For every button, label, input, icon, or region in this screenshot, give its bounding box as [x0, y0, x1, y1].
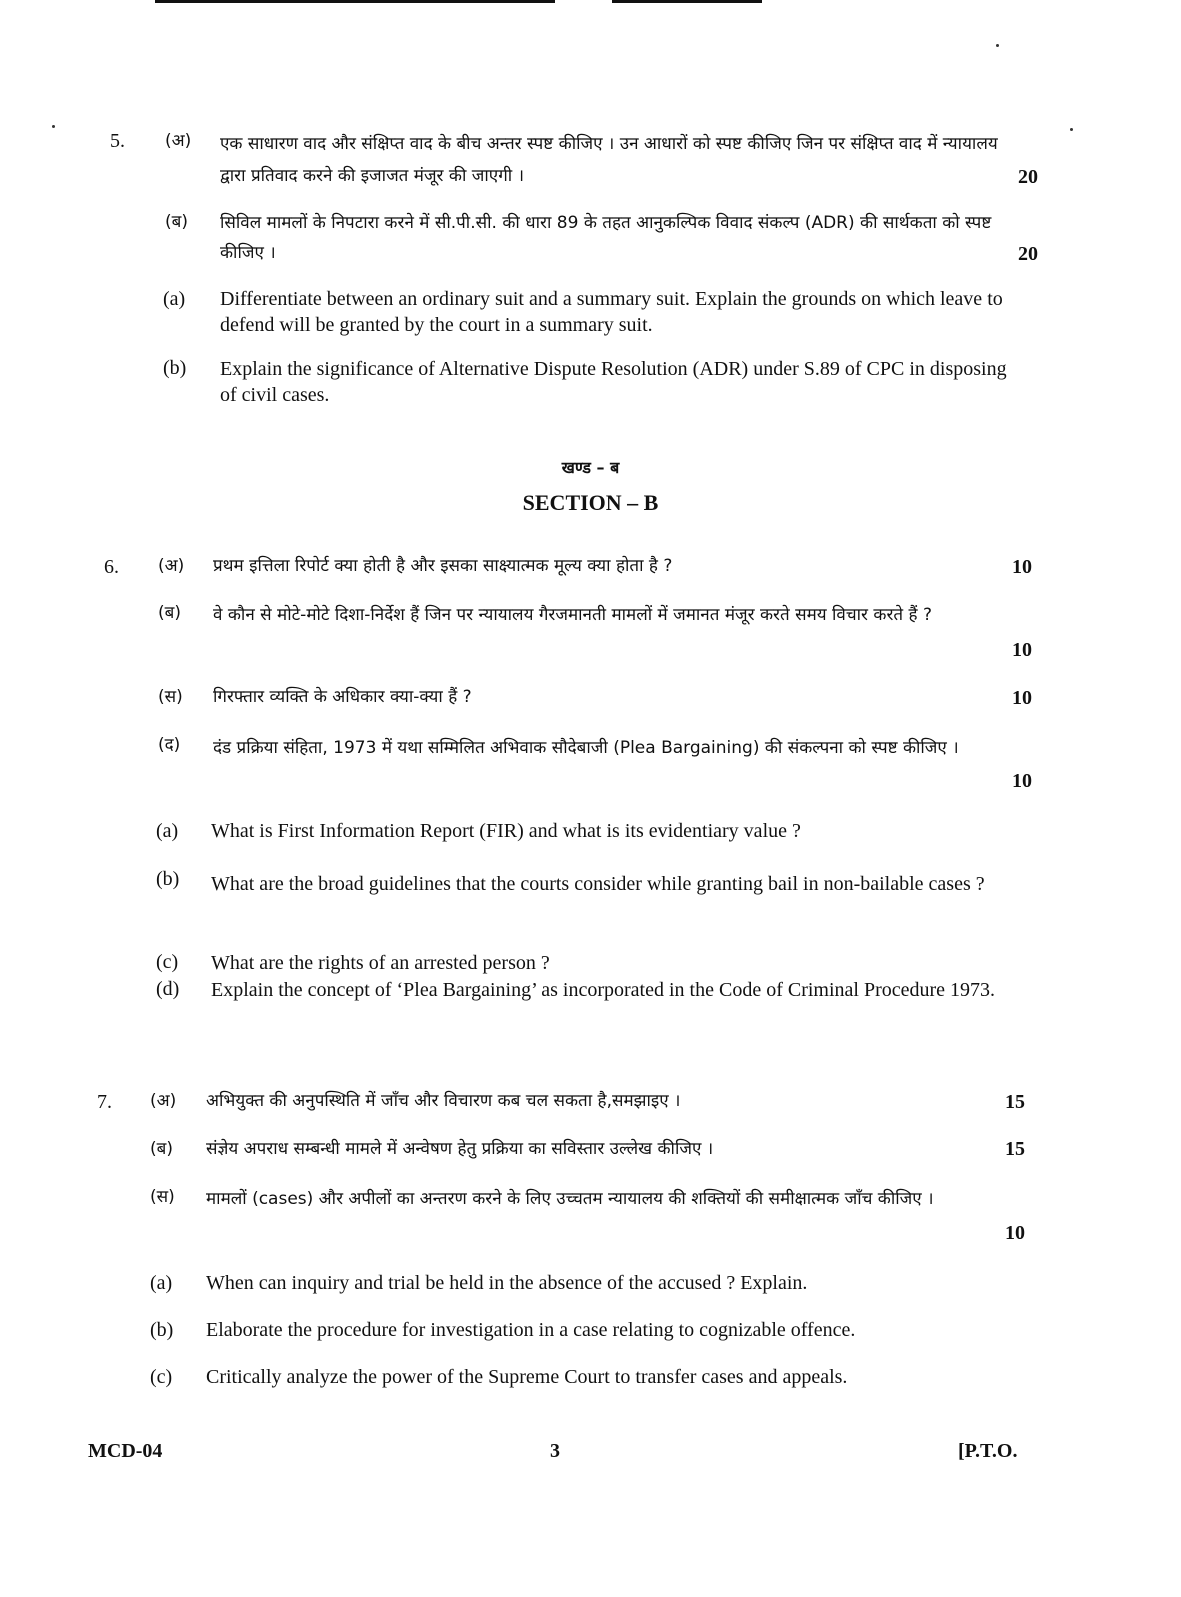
marks: 10: [1005, 1222, 1025, 1244]
part-label: (a): [150, 1272, 173, 1294]
question-text-hindi: गिरफ्तार व्यक्ति के अधिकार क्या-क्या हैं ?: [213, 687, 472, 707]
page-number: 3: [550, 1440, 560, 1462]
scan-speck: [1070, 128, 1073, 131]
paper-code: MCD-04: [88, 1440, 163, 1462]
question-text-hindi: अभियुक्त की अनुपस्थिति में जाँच और विचारण कब चल सकता है,समझाइए ।: [206, 1091, 681, 1111]
part-label: (b): [163, 357, 187, 379]
part-label: (c): [150, 1366, 173, 1388]
part-label: (अ): [150, 1091, 177, 1111]
question-text-english: What is First Information Report (FIR) and what is its evidentiary value ?: [211, 820, 801, 842]
please-turn-over: [P.T.O.: [958, 1440, 1018, 1462]
scan-speck: [52, 125, 55, 128]
question-text-english: Explain the concept of ‘Plea Bargaining’ as incorporated in the Code of Criminal Procedure 1973.: [211, 979, 996, 1001]
marks: 15: [1005, 1091, 1025, 1113]
section-heading: SECTION – B: [522, 490, 659, 515]
part-label: (अ): [158, 556, 185, 576]
question-text-hindi: दंड प्रक्रिया संहिता, 1973 में यथा सम्मिलित अभिवाक सौदेबाजी (Plea Bargaining) की संकल्पना को स्पष्ट कीजिए ।: [213, 738, 959, 758]
question-text-hindi: सिविल मामलों के निपटारा करने में सी.पी.सी. की धारा 89 के तहत आनुकल्पिक विवाद संकल्प (ADR) की सार्थकता को स्पष्ट कीजिए ।: [220, 213, 992, 263]
part-label: (c): [156, 951, 179, 973]
part-label: (ब): [165, 212, 188, 232]
scan-speck: [996, 44, 999, 47]
part-label: (अ): [165, 131, 192, 151]
section-heading-hindi: खण्ड – ब: [561, 458, 620, 477]
part-label: (स): [158, 687, 183, 707]
part-label: (द): [158, 735, 181, 755]
question-number: 7.: [97, 1091, 112, 1113]
question-text-english: Elaborate the procedure for investigation in a case relating to cognizable offence.: [206, 1319, 856, 1341]
marks: 20: [1018, 243, 1038, 265]
question-text-english: When can inquiry and trial be held in the absence of the accused ? Explain.: [206, 1272, 808, 1294]
marks: 10: [1012, 770, 1032, 792]
part-label: (b): [150, 1319, 174, 1341]
question-text-english: Critically analyze the power of the Supreme Court to transfer cases and appeals.: [206, 1366, 848, 1388]
scan-edge-line: [155, 0, 555, 3]
part-label: (d): [156, 978, 180, 1000]
question-text-english: What are the rights of an arrested person ?: [211, 952, 550, 974]
marks: 20: [1018, 166, 1038, 188]
question-text-hindi: संज्ञेय अपराध सम्बन्धी मामले में अन्वेषण हेतु प्रक्रिया का सविस्तार उल्लेख कीजिए ।: [206, 1139, 714, 1159]
question-text-english: Differentiate between an ordinary suit and a summary suit. Explain the grounds on which leave to defend will be granted by the court in a summary suit.: [220, 288, 1003, 336]
question-text-hindi: प्रथम इत्तिला रिपोर्ट क्या होती है और इसका साक्ष्यात्मक मूल्य क्या होता है ?: [213, 556, 673, 576]
part-label: (स): [150, 1187, 175, 1207]
part-label: (a): [156, 820, 179, 842]
scan-edge-line: [612, 0, 762, 3]
question-text-english: What are the broad guidelines that the courts consider while granting bail in non-bailable cases ?: [211, 873, 985, 895]
marks: 10: [1012, 687, 1032, 709]
part-label: (b): [156, 868, 180, 890]
question-number: 5.: [110, 130, 125, 152]
part-label: (ब): [158, 603, 181, 623]
part-label: (a): [163, 288, 186, 310]
question-text-english: Explain the significance of Alternative Dispute Resolution (ADR) under S.89 of CPC in disposing of civil cases.: [220, 358, 1007, 406]
question-text-hindi: मामलों (cases) और अपीलों का अन्तरण करने के लिए उच्चतम न्यायालय की शक्तियों की समीक्षात्मक जाँच कीजिए ।: [206, 1189, 934, 1209]
question-text-hindi: एक साधारण वाद और संक्षिप्त वाद के बीच अन्तर स्पष्ट कीजिए । उन आधारों को स्पष्ट कीजिए जिन पर संक्षिप्त वाद में न्यायालय द्वारा प्रतिवाद करने की इजाजत मंजूर की जाएगी ।: [220, 134, 998, 186]
marks: 10: [1012, 556, 1032, 578]
marks: 15: [1005, 1138, 1025, 1160]
marks: 10: [1012, 639, 1032, 661]
question-text-hindi: वे कौन से मोटे-मोटे दिशा-निर्देश हैं जिन पर न्यायालय गैरजमानती मामलों में जमानत मंजूर करते समय विचार करते हैं ?: [213, 605, 932, 625]
part-label: (ब): [150, 1139, 173, 1159]
question-number: 6.: [104, 556, 119, 578]
